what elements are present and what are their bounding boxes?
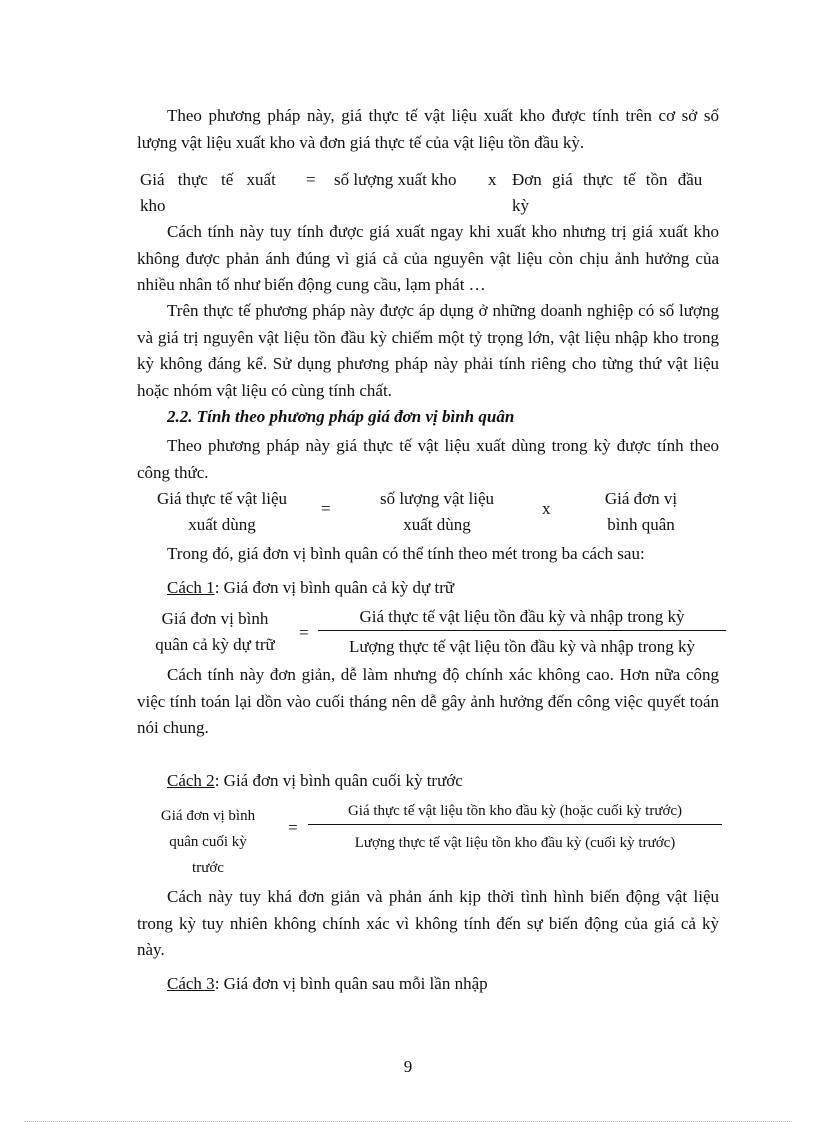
formula-3-left-line2: quân cả kỳ dự trữ — [155, 635, 275, 654]
formula-4-left-line1: Giá đơn vị bình — [160, 808, 256, 824]
paragraph-1: Theo phương pháp này, giá thực tế vật liệu xuất kho được tính trên cơ sở số lượng vật liệu xuất kho và đơn giá thực tế của vật liệu tồn đầu kỳ. — [137, 106, 719, 152]
formula-4-fraction-bar — [308, 824, 722, 825]
method-1-text: : Giá đơn vị bình quân cả kỳ dự trữ — [214, 578, 455, 597]
formula-1-multiply: x — [488, 170, 497, 189]
paragraph-2: Cách tính này tuy tính được giá xuất ngay khi xuất kho nhưng trị giá xuất kho không được phản ánh đúng vì giá cả của nguyên vật liệu còn chịu ảnh hưởng của nhiều nhân tố như biến động cung cầu, lạm phát … — [137, 222, 719, 294]
formula-3-numerator: Giá thực tế vật liệu tồn đầu kỳ và nhập trong kỳ — [359, 607, 685, 626]
formula-3-denominator: Lượng thực tế vật liệu tồn đầu kỳ và nhập trong kỳ — [348, 637, 696, 656]
method-2-text: : Giá đơn vị bình quân cuối kỳ trước — [214, 771, 463, 790]
formula-2-right-line2: bình quân — [607, 515, 675, 534]
formula-1-right-line2: kỳ — [512, 196, 529, 215]
method-2-line — [167, 769, 463, 793]
formula-1-left-line2: kho — [140, 196, 166, 215]
formula-4-left-line2: quân cuối kỳ — [169, 834, 247, 850]
method-1-line — [167, 576, 454, 600]
method-2-label: Cách 2 — [167, 771, 215, 790]
formula-4-equals: = — [288, 818, 298, 837]
method-3-line — [167, 972, 488, 996]
method-3-text: : Giá đơn vị bình quân sau mỗi lần nhập — [214, 974, 488, 993]
formula-3-left-line1: Giá đơn vị bình — [161, 609, 269, 628]
formula-2-middle-line1: số lượng vật liệu — [379, 489, 495, 508]
formula-1-equals: = — [306, 170, 316, 189]
paragraph-6: Cách tính này đơn giản, dễ làm nhưng độ chính xác không cao. Hơn nữa công việc tính toán lại dồn vào cuối tháng nên dễ gây ảnh hưởng đến công việc quyết toán nói chung. — [137, 665, 719, 737]
formula-1-middle: số lượng xuất kho — [334, 170, 457, 189]
formula-2-left-line1: Giá thực tế vật liệu — [156, 489, 288, 508]
formula-1-right-line1: Đơn giá thực tế tồn đầu — [512, 170, 703, 189]
method-3-label: Cách 3 — [167, 974, 215, 993]
formula-2-multiply: x — [542, 499, 551, 518]
formula-4-denominator: Lượng thực tế vật liệu tồn kho đầu kỳ (cuối kỳ trước) — [354, 835, 676, 851]
paragraph-4: Theo phương pháp này giá thực tế vật liệu xuất dùng trong kỳ được tính theo công thức. — [137, 436, 719, 482]
formula-4-left-line3: trước — [192, 860, 224, 876]
formula-2-equals: = — [321, 499, 331, 518]
formula-1-left-line1: Giá thực tế xuất — [140, 170, 276, 189]
formula-4-numerator: Giá thực tế vật liệu tồn kho đầu kỳ (hoặc cuối kỳ trước) — [347, 803, 683, 819]
page-bottom-edge — [24, 1121, 792, 1122]
paragraph-3: Trên thực tế phương pháp này được áp dụng ở những doanh nghiệp có số lượng và giá trị nguyên vật liệu tồn đầu kỳ chiếm một tỷ trọng lớn, vật liệu nhập kho trong kỳ không đáng kể. Sử dụng phương pháp này phải tính riêng cho từng thứ vật liệu hoặc nhóm vật liệu có cùng tính chất. — [137, 301, 719, 400]
page-number: 9 — [403, 1057, 413, 1076]
paragraph-7: Cách này tuy khá đơn giản và phản ánh kịp thời tình hình biến động vật liệu trong kỳ tuy nhiên không chính xác vì không tính đến sự biến động của giá cả kỳ này. — [137, 887, 719, 959]
formula-2-middle-line2: xuất dùng — [403, 515, 471, 534]
formula-3-fraction-bar — [318, 630, 726, 631]
paragraph-5: Trong đó, giá đơn vị bình quân có thể tính theo mét trong ba cách sau: — [167, 544, 645, 563]
formula-2-left-line2: xuất dùng — [188, 515, 256, 534]
method-1-label: Cách 1 — [167, 578, 215, 597]
formula-2-right-line1: Giá đơn vị — [604, 489, 678, 508]
section-heading: 2.2. Tính theo phương pháp giá đơn vị bình quân — [167, 407, 515, 426]
formula-3-equals: = — [299, 623, 309, 642]
